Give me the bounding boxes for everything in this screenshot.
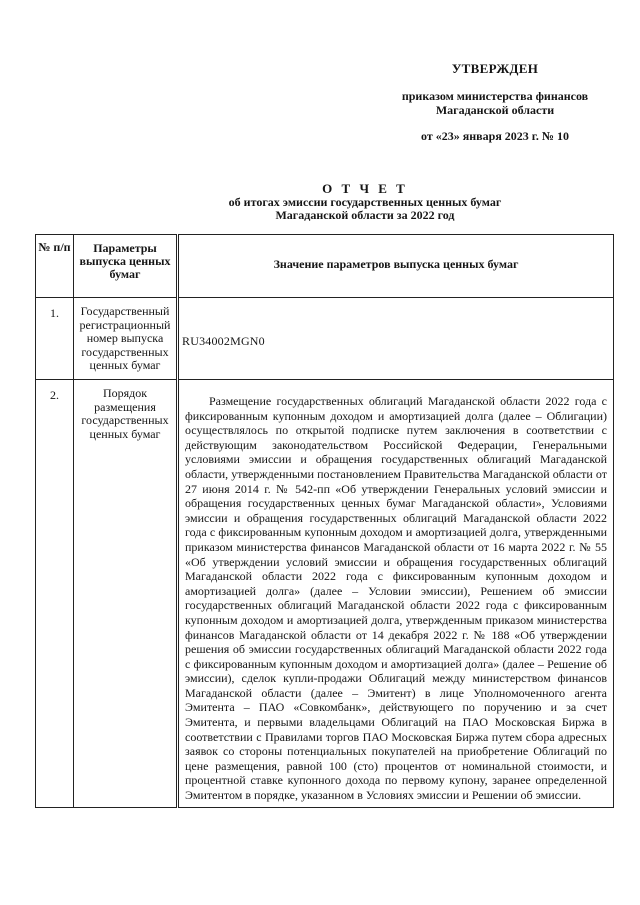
approval-heading: УТВЕРЖДЕН [451, 61, 539, 76]
row-value-cell [178, 298, 614, 380]
title-line-1: об итогах эмиссии государственных ценных бумаг [228, 195, 502, 209]
row-value-cell [178, 380, 614, 808]
row-value: Размещение государственных облигаций Магаданской области 2022 года с фиксированным купонным доходом и амортизацией долга (далее – Облигации) осуществлялось по открытой подписке путем заключения в соответствии с действующим законодательством Российской Федерации, Генеральными условиями эмиссии и обращения государственных облигаций Магаданской области, утвержденными постановлением Правительства Магаданской области от 27 июня 2014 г. № 542-пп «Об утверждении Генеральных условий эмиссии и обращения государственных ценных бумаг Магаданской области», Условиями эмиссии и обращения государственных облигаций Магаданской области 2022 года с фиксированным купонным доходом и амортизацией долга, утвержденными приказом министерства финансов Магаданской области от 16 марта 2022 г. № 55 «Об утверждении условий эмиссии и обращения государственных облигаций Магаданской области 2022 года с фиксированным купонным доходом и амортизацией долга» (далее – Условии эмиссии), Решением об эмиссии государственных облигаций Магаданской области 2022 года с фиксированным купонным доходом и амортизацией долга, утвержденным приказом министерства финансов Магаданской области от 14 декабря 2022 г. № 188 «Об утверждении решения об эмиссии государственных облигаций Магаданской области 2022 года с фиксированным купонным доходом и амортизацией долга» (далее – Решение об эмиссии), сделок купли-продажи Облигаций между министерством финансов Магаданской области (далее – Эмитент) в лице Уполномоченного агента Эмитента – ПАО «Совкомбанк», действующего по поручению и за счет Эмитента, и первыми владельцами Облигаций на ПАО Московская Биржа в соответствии с Правилами торгов ПАО Московская Биржа путем сбора адресных заявок со стороны потенциальных покупателей на приобретение Облигаций по цене размещения, равной 100 (сто) процентов от номинальной стоимости, и процентной ставке купонного дохода по первому купону, заранее определенной Эмитентом в порядке, указанном в Условиях эмиссии и Решении об эмиссии. [185, 394, 607, 803]
row-param: Государственный регистрационный номер выпуска государственных ценных бумаг [74, 298, 178, 380]
row-num: 1. [36, 298, 74, 380]
approval-line-1: приказом министерства финансов [401, 89, 589, 103]
row-value: RU34002MGN0 [182, 334, 265, 348]
parameters-table [35, 234, 614, 808]
document-title [150, 182, 580, 222]
approval-line-2: Магаданской области [435, 103, 555, 117]
title-line-2: Магаданской области за 2022 год [275, 208, 455, 222]
table-row [36, 380, 614, 808]
header-value: Значение параметров выпуска ценных бумаг [178, 235, 614, 298]
report-heading: О Т Ч Е Т [322, 181, 408, 196]
table-header-row [36, 235, 614, 298]
approval-stamp [360, 62, 630, 143]
row-param: Порядок размещения государственных ценных бумаг [74, 380, 178, 808]
header-param: Параметры выпуска ценных бумаг [74, 235, 178, 298]
table-row [36, 298, 614, 380]
row-num: 2. [36, 380, 74, 808]
approval-order: от «23» января 2023 г. № 10 [421, 129, 569, 143]
header-num: № п/п [36, 235, 74, 298]
